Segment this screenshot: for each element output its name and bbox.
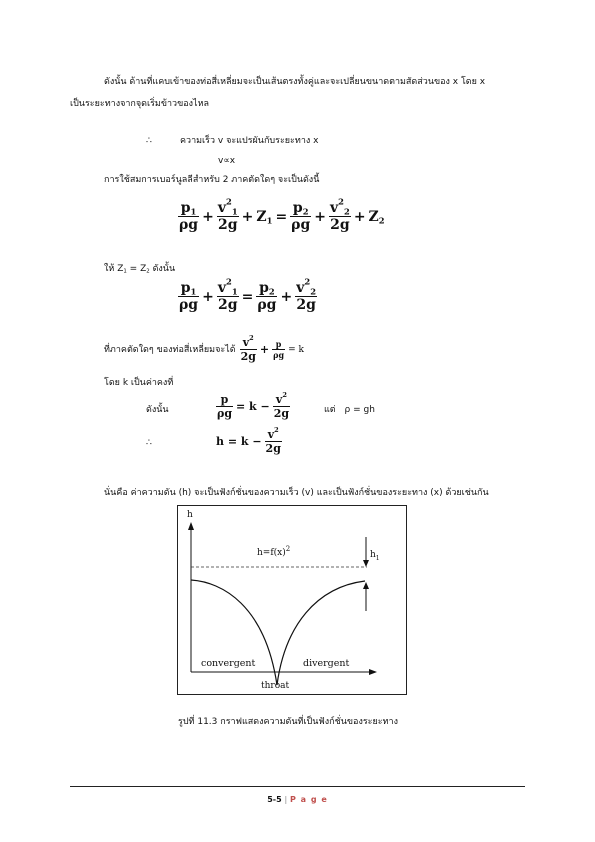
figure-caption: รูปที่ 11.3 กราฟแสดงความดันที่เป็นฟังก์ชั่นของระยะทาง: [178, 717, 398, 727]
page-word: P a g e: [289, 795, 328, 804]
page-number: 5-5: [267, 795, 282, 804]
proportional-relation: v∝x: [218, 156, 236, 166]
conclusion-text: นั่นคือ ค่าความดัน (h) จะเป็นฟังก์ชั่นของความเร็ว (v) และเป็นฟังก์ชั่นของระยะทาง (x) ด้วยเช่นกัน: [104, 488, 489, 498]
h1-label: $h_1$: [370, 550, 380, 562]
page-footer: [0, 795, 595, 804]
fraction-p2-rhog-2: $\frac{p_2}{\rho g}$: [257, 280, 277, 313]
k-constant-statement: โดย k เป็นค่าคงที่: [104, 378, 174, 388]
fraction-vsq-2g-4: $\frac{v^2}{2g}$: [273, 391, 290, 420]
bernoulli-equation-full: $\frac{p_1}{\rho g}$ + $\frac{v^2_1}{2g}$ + $Z_1$ = $\frac{p_2}{\rho g}$ + $\frac{v^2_2}{2g}$ + $Z_2$: [179, 196, 385, 233]
z1-term: $Z_1$: [256, 208, 273, 226]
throat-label: throat: [261, 681, 290, 691]
fraction-v2sq-2g-2: $\frac{v^2_2}{2g}$: [296, 276, 317, 313]
fraction-v1sq-2g: $\frac{v^2_1}{2g}$: [217, 196, 238, 233]
fraction-v2sq-2g: $\frac{v^2_2}{2g}$: [330, 196, 350, 233]
fraction-vsq-2g-3: $\frac{v^2}{2g}$: [240, 334, 256, 363]
curve-label: $h=f(x)^2$: [257, 545, 291, 558]
head-equation: h = k − $\frac{v^2}{2g}$: [216, 426, 281, 455]
paragraph-1-line-1: ดังนั้น ด้านที่แคบเข้าของท่อสี่เหลี่ยมจะเป็นเส้นตรงทั้งคู่และจะเปลี่ยนขนาดตามสัดส่วนของ x โดย x: [104, 77, 486, 87]
therefore-symbol: ∴: [146, 136, 152, 146]
fraction-p1-rhog-2: $\frac{p_1}{\rho g}$: [179, 280, 199, 313]
fraction-p1-rhog: $\frac{p_1}{\rho g}$: [179, 200, 199, 233]
pressure-head-equation: $\frac{p}{\rho g}$ = k − $\frac{v^2}{2g}$: [217, 391, 290, 420]
bernoulli-equation-reduced: $\frac{p_1}{\rho g}$ + $\frac{v^2_1}{2g}$ = $\frac{p_2}{\rho g}$ + $\frac{v^2_2}{2g}$: [179, 276, 317, 313]
fraction-vsq-2g-5: $\frac{v^2}{2g}$: [265, 426, 281, 455]
convergent-label: convergent: [201, 658, 256, 669]
footer-rule: [70, 786, 525, 787]
footer-separator: |: [284, 795, 288, 804]
given-statement: ให้ $Z_1 = Z_2$ ดังนั้น: [104, 264, 176, 275]
fraction-p-rhog-3: $\frac{p}{\rho g}$: [273, 339, 285, 360]
fraction-p-rhog-4: $\frac{p}{\rho g}$: [217, 393, 233, 420]
pressure-distance-figure: [177, 505, 407, 695]
y-axis-label: h: [187, 510, 193, 520]
divergent-label: divergent: [303, 658, 350, 669]
density-note: แต่ ρ = gh: [324, 405, 375, 415]
therefore-symbol-2: ∴: [146, 438, 152, 448]
fraction-v1sq-2g-2: $\frac{v^2_1}{2g}$: [217, 276, 238, 313]
paragraph-1-line-2: เป็นระยะทางจากจุดเริ่มข้าวของไหล: [70, 99, 210, 109]
fraction-p2-rhog: $\frac{p_2}{\rho g}$: [291, 200, 311, 233]
bernoulli-intro: การใช้สมการเบอร์นูลลีสำหรับ 2 ภาคตัดใดๆ จะเป็นดังนี้: [104, 175, 320, 185]
velocity-statement: ความเร็ว v จะแปรผันกับระยะทาง x: [180, 136, 319, 146]
z2-term: $Z_2$: [368, 208, 385, 226]
any-section-equation: ที่ภาคตัดใดๆ ของท่อสี่เหลี่ยมจะได้ $\frac{v^2}{2g}$ + $\frac{p}{\rho g}$ = k: [104, 334, 304, 363]
equation-4-prefix: ดังนั้น: [146, 405, 169, 415]
